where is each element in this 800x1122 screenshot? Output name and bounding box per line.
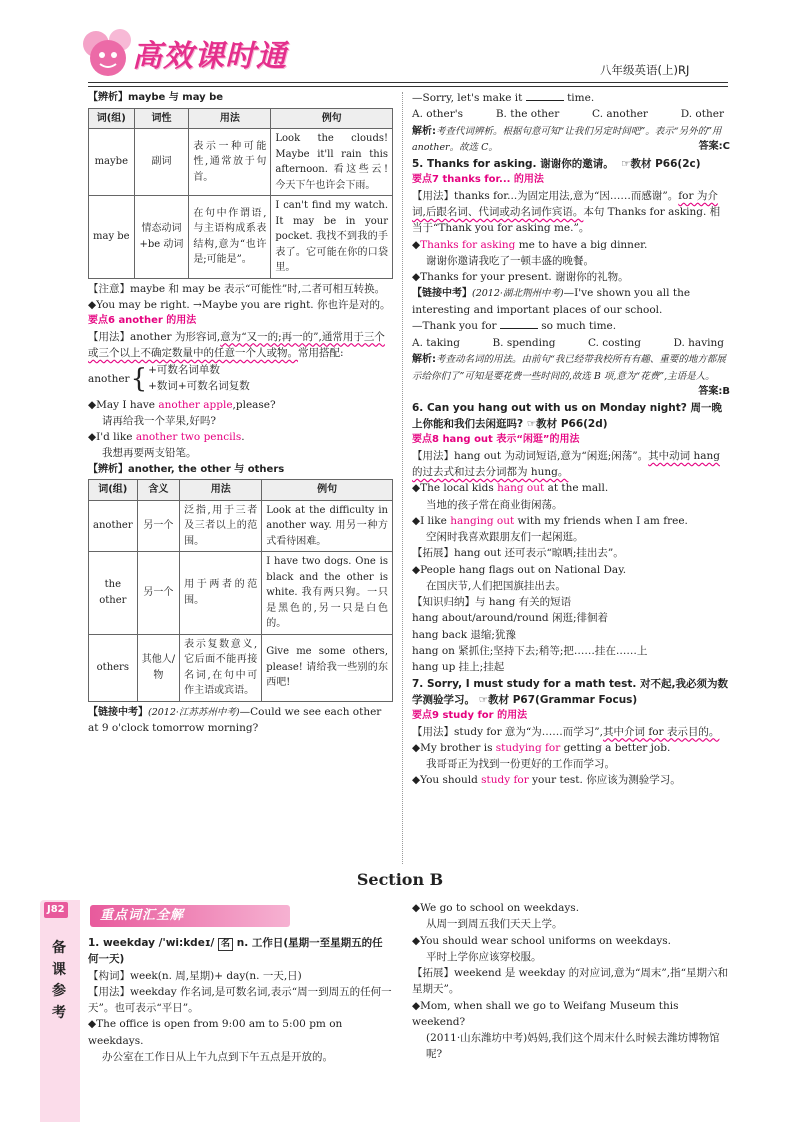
answer-label: 答案:C (698, 141, 730, 153)
table-cell: 情态动词+be 动词 (134, 196, 189, 279)
usage-text: 【用法】hang out 为动词短语,意为“闲逛;闲荡”。 (412, 449, 649, 462)
page-header (0, 0, 800, 96)
example-translation: 在国庆节,人们把国旗挂出去。 (426, 579, 566, 592)
maybe-table (88, 108, 393, 279)
sentence-text: 6. Can you hang out with us on Monday night? 周一晚上你能和我们去闲逛吗? (412, 401, 723, 431)
another-table (88, 479, 393, 702)
sentence-heading-7 (412, 676, 730, 709)
column-divider (402, 92, 403, 864)
sentence-heading-5 (412, 156, 730, 172)
extension-text: 【拓展】weekend 是 weekday 的对应词,意为“周末”,指“星期六和星期天”。 (412, 967, 728, 996)
table-cell: 其他人/物 (137, 634, 180, 701)
example-text: at the mall. (544, 482, 609, 495)
usage-text-6 (88, 329, 393, 362)
exam-question: —Could we see each other at 9 o'clock tomorrow morning? (88, 705, 382, 735)
usage-text-7 (412, 188, 730, 237)
logo-text: 高效课时通 (132, 39, 287, 74)
textbook-ref: ☞教材 P66(2d) (526, 418, 608, 431)
example-translation: 我想再要两支铅笔。 (102, 447, 197, 460)
table-row (89, 634, 393, 701)
answer-blank (500, 319, 538, 329)
example-translation: 谢谢你邀请我吃了一顿丰盛的晚餐。 (426, 254, 594, 267)
table-row (89, 500, 393, 552)
example-translation: 空闲时我喜欢跟朋友们一起闲逛。 (426, 531, 584, 544)
example-translation: 当地的孩子常在商业街闲荡。 (426, 498, 563, 511)
bottom-right-column (412, 900, 730, 1063)
section-title: Section B (356, 870, 444, 889)
example-sentence: ◆The office is open from 9:00 am to 5:00 pm on weekdays. (88, 1018, 343, 1047)
wavy-highlight: 其中动词 hang 的过去式和过去分词都为 hung。 (412, 449, 720, 479)
table-header: 含义 (137, 480, 180, 501)
example-translation: 办公室在工作日从上午九点到下午五点是开放的。 (102, 1050, 333, 1063)
table-cell: Look the clouds! Maybe it'll rain this afternoon. 看这些云! 今天下午也许会下雨。 (271, 129, 393, 196)
example-highlight: study for (481, 774, 529, 787)
table-cell: 另一个 (137, 500, 180, 552)
collocation-item: +可数名词单数 (148, 364, 220, 377)
point-heading-6: 要点6 another 的用法 (88, 315, 197, 327)
table-row (89, 552, 393, 635)
analysis-text: 考查代词辨析。根据句意可知“让我们另定时间吧”。表示“另外的”用another。故选 C。 (412, 125, 722, 154)
exam-source: (2012·湖北荆州中考) (472, 288, 564, 300)
example-sentence: ◆We go to school on weekdays. (412, 902, 580, 914)
table-header: 用法 (189, 108, 271, 129)
example-highlight: another apple (158, 398, 233, 411)
question-text: time. (567, 92, 595, 104)
table-header: 例句 (262, 480, 393, 501)
example-sentence (412, 513, 730, 529)
table-cell: Give me some others, please! 请给我一些别的东西吧! (262, 634, 393, 701)
usage-text: 【用法】another 为形容词, (88, 330, 221, 343)
usage-text: 常用搭配: (298, 346, 344, 359)
table-cell: I can't find my watch. It may be in your pocket. 我找不到我的手表了。它可能在你的口袋里。 (271, 196, 393, 279)
table-row (89, 196, 393, 279)
exam-question-line (412, 318, 730, 334)
table-header: 例句 (271, 108, 393, 129)
example-text: ◆May I have (88, 398, 159, 411)
option: A. other's (412, 108, 464, 121)
question-text: so much time. (541, 320, 617, 333)
option: C. another (592, 108, 648, 121)
extension-text: 【拓展】hang out 还可表示“晾晒;挂出去”。 (412, 547, 624, 560)
table-cell: 另一个 (137, 552, 180, 635)
example-text: ◆My brother is (412, 741, 496, 754)
header-rule (88, 82, 728, 83)
question-text: —Thank you for (412, 320, 497, 333)
usage-text: 【用法】thanks for...为固定用法,意为“因……而感谢”。 (412, 189, 679, 202)
example-sentence (412, 480, 730, 496)
example-text: with my friends when I am free. (514, 514, 688, 527)
option: D. having (673, 336, 724, 349)
option: B. spending (492, 336, 556, 349)
analysis-text: 考查动名词的用法。由前句“我已经带我校所有有趣、重要的地方都展示给你们了”可知是要花费一些时间的,故选 B 项,意为“花费”,主语是人。 (412, 353, 726, 382)
knowledge-heading: 【知识归纳】与 hang 有关的短语 (412, 596, 572, 609)
word-formation: 【构词】week(n. 周,星期)+ day(n. 一天,日) (88, 969, 302, 982)
example-text: ◆You should (412, 774, 482, 787)
banner-text: 重点词汇全解 (100, 908, 185, 923)
table-cell: maybe (89, 129, 135, 196)
table-cell: 表示复数意义,它后面不能再接名词,在句中可作主语或宾语。 (180, 634, 262, 701)
table-header: 用法 (180, 480, 262, 501)
answer-options (412, 106, 730, 122)
analysis (412, 123, 730, 156)
side-tab (40, 900, 80, 1122)
table-cell: may be (89, 196, 135, 279)
analysis (412, 351, 730, 398)
example-text: ,please? (232, 398, 276, 411)
example-translation: 我哥哥正为找到一份更好的工作而学习。 (426, 758, 615, 771)
sentence-text: 7. Sorry, I must study for a math test. 对不起,我必须为数学测验学习。 (412, 677, 728, 706)
exam-link-tag: 【链接中考】 (412, 288, 472, 300)
answer-label: 答案:B (698, 386, 730, 398)
exam-link (88, 704, 393, 737)
analysis-tag: 解析: (412, 125, 436, 137)
left-column (88, 90, 393, 737)
example-sentence: ◆You may be right. →Maybe you are right. 你也许是对的。 (88, 298, 391, 311)
table-header-row (89, 480, 393, 501)
usage-text-9 (412, 724, 730, 740)
right-column (412, 90, 730, 789)
table-cell: another (89, 500, 138, 552)
option: B. the other (495, 108, 560, 121)
sentence-text: 5. Thanks for asking. 谢谢你的邀请。 (412, 157, 614, 170)
table-cell: Look at the difficulty in another way. 用另一种方式看待困难。 (262, 500, 393, 552)
example-highlight: studying for (495, 741, 561, 754)
vocab-word: 1. weekday /'wi:kdeɪ/ (88, 937, 219, 949)
phrase-item: hang up 挂上;挂起 (412, 661, 505, 674)
example-sentence: ◆Mom, when shall we go to Weifang Museum this weekend? (412, 999, 679, 1028)
table-cell: 副词 (134, 129, 189, 196)
collocation-options (148, 363, 250, 395)
point-heading-7: 要点7 thanks for... 的用法 (412, 174, 544, 186)
question-text: —Sorry, let's make it (412, 92, 523, 104)
example-sentence: ◆You should wear school uniforms on weekdays. (412, 934, 671, 947)
header-rule-thin (88, 86, 728, 87)
phrase-item: hang back 退缩;犹豫 (412, 628, 516, 641)
answer-blank (526, 91, 564, 101)
table-header: 词(组) (89, 108, 135, 129)
table-cell: others (89, 634, 138, 701)
bianxi-heading-1: 【辨析】maybe 与 may be (88, 92, 224, 103)
collocation-item: +数词+可数名词复数 (148, 379, 250, 392)
collocation-word: another (88, 372, 130, 385)
wavy-highlight: for 为介词,后跟名词、代词或动名词作宾语。 (412, 189, 718, 218)
example-highlight: hanging out (450, 514, 515, 527)
table-cell: 表示一种可能性,通常放于句首。 (189, 129, 271, 196)
side-tab-label: 备课参考 (52, 940, 66, 1022)
example-highlight: hang out (497, 482, 545, 495)
usage-text-8 (412, 448, 730, 481)
usage-text: 【用法】study for 意为“为……而学习”, (412, 725, 603, 738)
exam-question-line (412, 90, 730, 106)
example-translation: (2011·山东潍坊中考)妈妈,我们这个周末什么时候去潍坊博物馆呢? (426, 1032, 720, 1061)
usage-text: 本句 Thanks for asking. 相当于“Thank you for asking me.”。 (412, 206, 721, 235)
phrase-item: hang about/around/round 闲逛;徘徊着 (412, 612, 609, 625)
example-text: . (241, 431, 245, 444)
textbook-ref: ☞教材 P66(2c) (621, 157, 701, 170)
note-text: 【注意】maybe 和 may be 表示“可能性”时,二者可相互转换。 (88, 282, 386, 295)
table-header: 词性 (134, 108, 189, 129)
exam-source: (2012·江苏苏州中考) (148, 706, 240, 718)
option: C. costing (587, 336, 641, 349)
table-cell: 泛指,用于三者及三者以上的范围。 (180, 500, 262, 552)
vocab-definition: n. 工作日(星期一至星期五的任何一天) (88, 937, 383, 966)
example-sentence (88, 429, 393, 445)
option: A. taking (412, 336, 460, 349)
brace-icon: { (130, 363, 148, 394)
phrase-item: hang on 紧抓住;坚持下去;稍等;把……挂在……上 (412, 645, 648, 657)
page-number: J82 (44, 902, 68, 918)
wavy-highlight: 其中介词 for 表示目的。 (603, 725, 720, 738)
vocab-item-weekday (88, 935, 393, 968)
example-sentence: ◆Thanks for your present. 谢谢你的礼物。 (412, 271, 629, 284)
grade-label: 八年级英语(上)RJ (600, 63, 690, 77)
usage-text: 【用法】weekday 作名词,是可数名词,表示“周一到周五的任何一天”。也可表示“平日”。 (88, 985, 392, 1015)
bottom-left-column (88, 935, 393, 1065)
example-text: your test. 你应该为测验学习。 (528, 774, 681, 787)
sentence-heading-6 (412, 400, 730, 433)
table-cell: I have two dogs. One is black and the other is white. 我有两只狗。一只是黑色的,另一只是白色的。 (262, 552, 393, 635)
exam-link (412, 285, 730, 318)
point-heading-8: 要点8 hang out 表示“闲逛”的用法 (412, 434, 580, 446)
example-highlight: Thanks for asking (420, 238, 516, 251)
example-translation: 请再给我一个苹果,好吗? (102, 414, 216, 427)
answer-options (412, 335, 730, 351)
option: D. other (680, 108, 724, 121)
example-text: ◆I'd like (88, 431, 136, 444)
textbook-ref: ☞教材 P67(Grammar Focus) (478, 693, 638, 706)
example-text: getting a better job. (560, 741, 671, 754)
example-text: ◆The local kids (412, 482, 498, 495)
example-text: me to have a big dinner. (515, 238, 648, 251)
exam-link-tag: 【链接中考】 (88, 706, 148, 718)
table-cell: the other (89, 552, 138, 635)
example-sentence (88, 397, 393, 413)
analysis-tag: 解析: (412, 353, 436, 365)
example-sentence: ◆Thanks for asking me to have a big dinner. (412, 238, 648, 251)
exam-question: —I've shown you all the interesting and important places of our school. (412, 287, 691, 317)
example-highlight: another two pencils (135, 431, 242, 444)
table-row (89, 129, 393, 196)
example-sentence: ◆People hang flags out on National Day. (412, 563, 627, 576)
table-header-row (89, 108, 393, 129)
bianxi-heading-2: 【辨析】another, the other 与 others (88, 463, 285, 475)
table-header: 词(组) (89, 480, 138, 501)
example-translation: 从周一到周五我们天天上学。 (426, 918, 563, 931)
wavy-highlight: 意为“又一的;再一的”,通常用于三个或三个以上不确定数量中的任意一个人或物。 (88, 330, 385, 359)
another-collocation (88, 363, 393, 395)
example-translation: 平时上学你应该穿校服。 (426, 950, 542, 963)
vocab-banner (90, 905, 290, 927)
table-cell: 在句中作谓语,与主语构成系表结构,意为“也许是;可能是”。 (189, 196, 271, 279)
example-sentence (412, 772, 730, 788)
point-heading-9: 要点9 study for 的用法 (412, 710, 528, 722)
example-sentence (412, 740, 730, 756)
example-text: ◆I like (412, 514, 451, 527)
table-cell: 用于两者的范围。 (180, 552, 262, 635)
pos-badge: 名 (218, 938, 233, 951)
